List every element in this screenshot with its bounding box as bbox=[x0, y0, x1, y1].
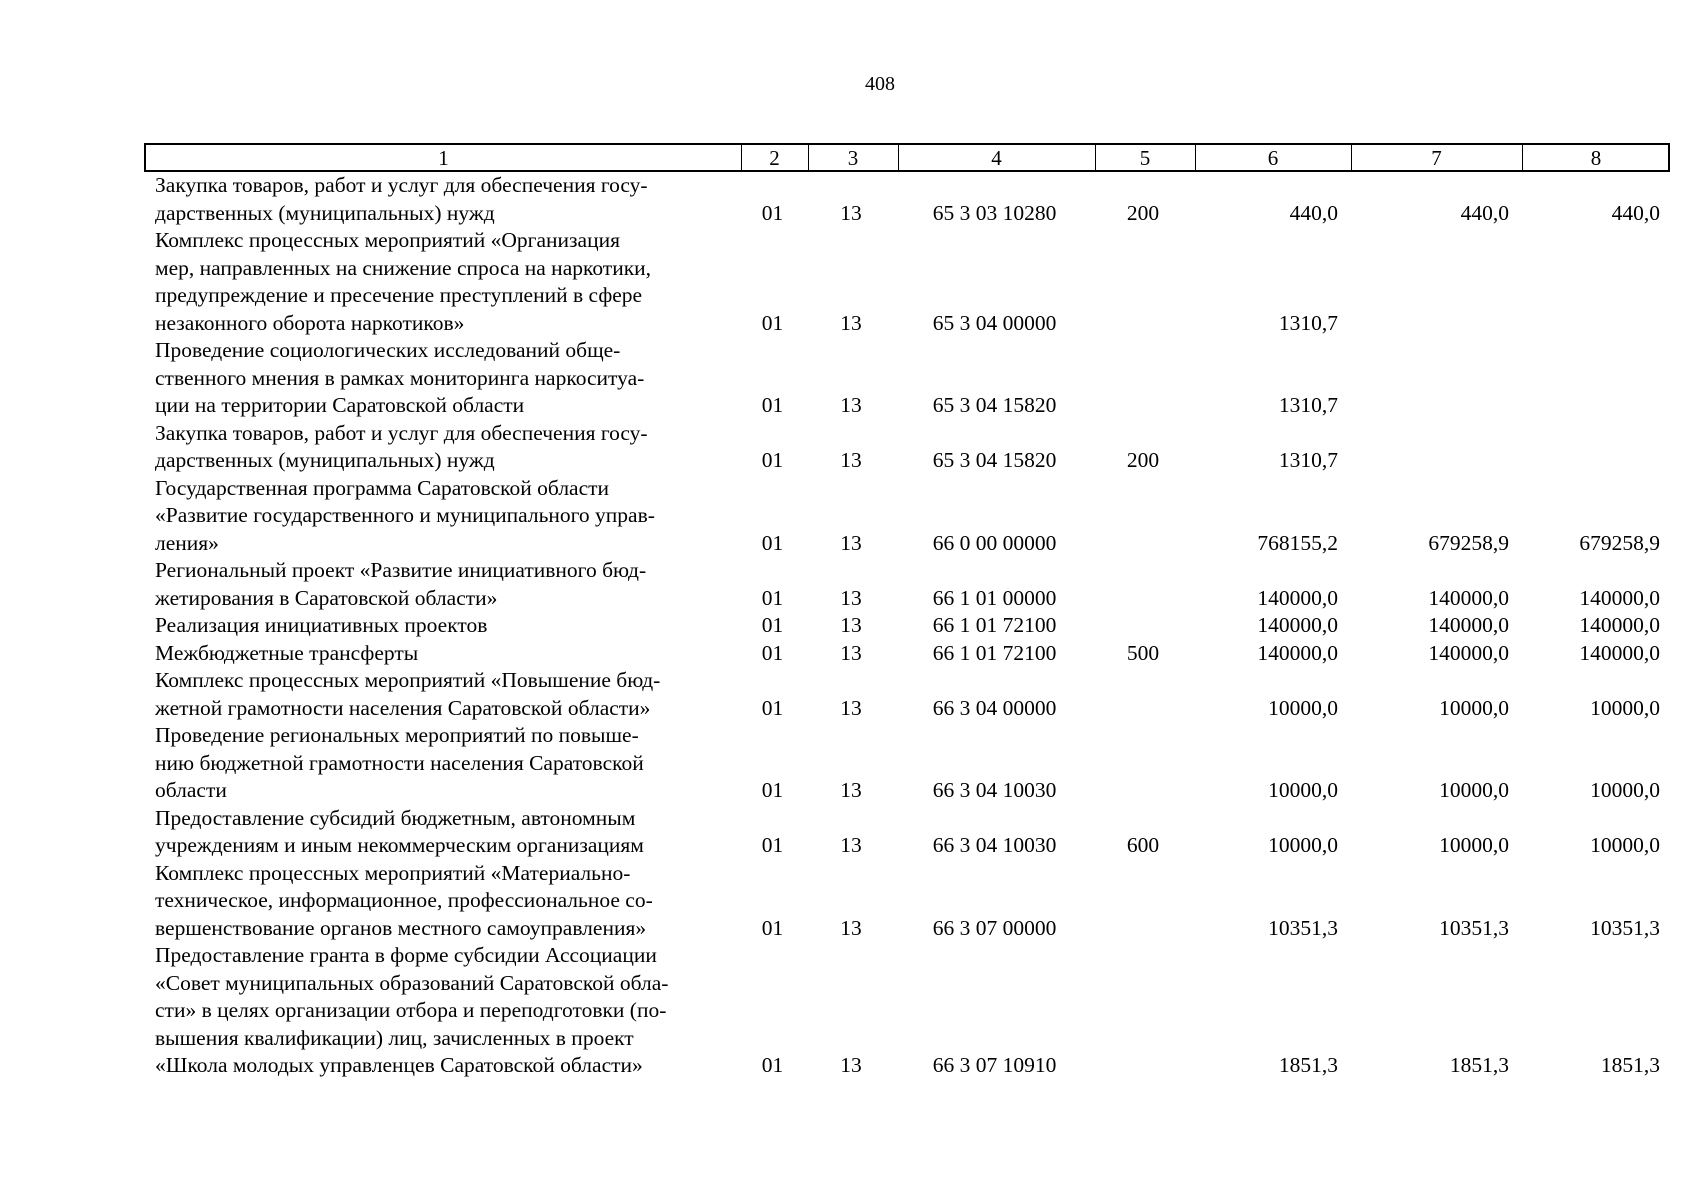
cell-c3: 13 bbox=[840, 833, 862, 857]
row-description: Региональный проект «Развитие инициативного бюд- жетирования в Саратовской области» bbox=[155, 558, 647, 610]
cell-c6: 140000,0 bbox=[1257, 640, 1338, 665]
table-row bbox=[144, 475, 1670, 558]
cell-c4: 65 3 04 00000 bbox=[932, 310, 1057, 335]
table-row bbox=[144, 557, 1670, 612]
row-description: Предоставление субсидий бюджетным, автономным учреждениям и иным некоммерческим организациям bbox=[155, 805, 644, 857]
page-number: 408 bbox=[865, 73, 895, 95]
cell-c7: 10000,0 bbox=[1439, 695, 1509, 720]
cell-c3: 13 bbox=[840, 530, 862, 555]
cell-c8: 679258,9 bbox=[1579, 530, 1660, 555]
cell-c8: 10000,0 bbox=[1590, 833, 1660, 857]
cell-c7: 10000,0 bbox=[1439, 778, 1509, 802]
row-description: Межбюджетные трансферты bbox=[155, 640, 419, 665]
table-row bbox=[144, 227, 1670, 337]
cell-c2: 01 bbox=[761, 778, 784, 802]
cell-c4: 65 3 04 15820 bbox=[932, 393, 1057, 417]
table-header bbox=[144, 143, 1670, 172]
cell-c8: 10000,0 bbox=[1590, 695, 1660, 720]
cell-c4: 66 1 01 72100 bbox=[932, 613, 1057, 637]
cell-c6: 10000,0 bbox=[1268, 833, 1338, 857]
header-col-3: 3 bbox=[847, 146, 859, 170]
table-row bbox=[144, 172, 1670, 227]
cell-c8: 140000,0 bbox=[1579, 613, 1660, 637]
row-description: Комплекс процессных мероприятий «Повышение бюд- жетной грамотности населения Саратовской области» bbox=[155, 668, 661, 720]
cell-c3: 13 bbox=[840, 613, 862, 637]
cell-c3: 13 bbox=[840, 310, 862, 335]
cell-c6: 440,0 bbox=[1289, 200, 1338, 225]
row-description: Государственная программа Саратовской области «Развитие государственного и муниципального управ- ления» bbox=[155, 475, 655, 555]
cell-c2: 01 bbox=[761, 613, 784, 637]
row-description: Реализация инициативных проектов bbox=[155, 613, 488, 637]
cell-c7: 140000,0 bbox=[1428, 640, 1509, 665]
cell-c2: 01 bbox=[761, 695, 784, 720]
row-description: Предоставление гранта в форме субсидии Ассоциации «Совет муниципальных образований Саратовской обла- сти» в целях организации отбора и переподготовки (по- вышения квалификации) лиц, зачисленных в проект «Школа молодых управленцев Саратовской области» bbox=[155, 943, 669, 1077]
table-row bbox=[144, 420, 1670, 475]
cell-c4: 66 1 01 72100 bbox=[932, 640, 1057, 665]
cell-c3: 13 bbox=[840, 585, 862, 610]
row-description: Закупка товаров, работ и услуг для обеспечения госу- дарственных (муниципальных) нужд bbox=[155, 420, 648, 472]
cell-c7: 679258,9 bbox=[1428, 530, 1509, 555]
cell-c8: 440,0 bbox=[1611, 200, 1660, 225]
header-col-6: 6 bbox=[1267, 146, 1279, 170]
cell-c4: 66 3 07 10910 bbox=[932, 1053, 1057, 1077]
cell-c2: 01 bbox=[761, 200, 784, 225]
header-col-7: 7 bbox=[1431, 146, 1442, 170]
cell-c7: 440,0 bbox=[1460, 200, 1509, 225]
cell-c6: 10351,3 bbox=[1268, 915, 1338, 940]
table-row bbox=[144, 860, 1670, 943]
cell-c8: 10351,3 bbox=[1590, 915, 1660, 940]
table-row bbox=[144, 612, 1670, 640]
cell-c3: 13 bbox=[840, 695, 862, 720]
row-description: Комплекс процессных мероприятий «Организация мер, направленных на снижение спроса на наркотики, предупреждение и пресечение преступлений в сфере незаконного оборота наркотиков» bbox=[155, 228, 652, 335]
cell-c6: 1310,7 bbox=[1278, 448, 1338, 472]
cell-c3: 13 bbox=[840, 1053, 862, 1077]
header-col-1: 1 bbox=[438, 146, 449, 170]
cell-c3: 13 bbox=[840, 778, 862, 802]
row-description: Комплекс процессных мероприятий «Материально- техническое, информационное, профессиональное со- вершенствование органов местного самоуправления» bbox=[155, 860, 653, 940]
cell-c2: 01 bbox=[761, 640, 784, 665]
table-body bbox=[144, 172, 1670, 1080]
cell-c7: 140000,0 bbox=[1428, 613, 1509, 637]
header-col-4: 4 bbox=[991, 146, 1002, 170]
cell-c4: 66 3 04 10030 bbox=[932, 833, 1057, 857]
cell-c6: 1851,3 bbox=[1278, 1053, 1338, 1077]
table-row bbox=[144, 805, 1670, 860]
cell-c4: 66 3 07 00000 bbox=[932, 915, 1057, 940]
cell-c2: 01 bbox=[761, 310, 784, 335]
cell-c2: 01 bbox=[761, 1053, 784, 1077]
cell-c4: 65 3 04 15820 bbox=[932, 448, 1057, 472]
header-col-2: 2 bbox=[769, 146, 780, 170]
cell-c4: 66 1 01 00000 bbox=[932, 585, 1057, 610]
cell-c3: 13 bbox=[840, 393, 862, 417]
cell-c4: 66 3 04 00000 bbox=[932, 695, 1057, 720]
cell-c8: 1851,3 bbox=[1600, 1053, 1660, 1077]
cell-c3: 13 bbox=[840, 200, 862, 225]
cell-c6: 1310,7 bbox=[1278, 310, 1338, 335]
cell-c4: 66 0 00 00000 bbox=[932, 530, 1057, 555]
cell-c8: 10000,0 bbox=[1590, 778, 1660, 802]
cell-c6: 768155,2 bbox=[1257, 530, 1338, 555]
cell-c5: 200 bbox=[1126, 200, 1160, 225]
cell-c6: 140000,0 bbox=[1257, 613, 1338, 637]
table-row bbox=[144, 942, 1670, 1080]
table-row bbox=[144, 667, 1670, 722]
row-description: Проведение социологических исследований обще- ственного мнения в рамках мониторинга наркоситуа- ции на территории Саратовской области bbox=[155, 338, 645, 417]
cell-c2: 01 bbox=[761, 915, 784, 940]
cell-c2: 01 bbox=[761, 585, 784, 610]
cell-c2: 01 bbox=[761, 448, 784, 472]
row-description: Закупка товаров, работ и услуг для обеспечения госу- дарственных (муниципальных) нужд bbox=[155, 173, 648, 225]
cell-c5: 600 bbox=[1126, 833, 1160, 857]
cell-c8: 140000,0 bbox=[1579, 640, 1660, 665]
table-row bbox=[144, 640, 1670, 668]
cell-c7: 140000,0 bbox=[1428, 585, 1509, 610]
header-col-8: 8 bbox=[1590, 146, 1602, 170]
cell-c5: 200 bbox=[1126, 448, 1160, 472]
cell-c2: 01 bbox=[761, 530, 784, 555]
cell-c6: 10000,0 bbox=[1268, 778, 1338, 802]
cell-c7: 10000,0 bbox=[1439, 833, 1509, 857]
cell-c2: 01 bbox=[761, 833, 784, 857]
table-row bbox=[144, 337, 1670, 420]
cell-c6: 1310,7 bbox=[1278, 393, 1338, 417]
cell-c4: 66 3 04 10030 bbox=[932, 778, 1057, 802]
cell-c4: 65 3 03 10280 bbox=[932, 200, 1057, 225]
cell-c8: 140000,0 bbox=[1579, 585, 1660, 610]
row-description: Проведение региональных мероприятий по повыше- нию бюджетной грамотности населения Саратовской области bbox=[155, 723, 644, 802]
cell-c3: 13 bbox=[840, 915, 862, 940]
cell-c5: 500 bbox=[1126, 640, 1160, 665]
header-col-5: 5 bbox=[1139, 146, 1151, 170]
cell-c2: 01 bbox=[761, 393, 784, 417]
cell-c3: 13 bbox=[840, 640, 862, 665]
cell-c6: 10000,0 bbox=[1268, 695, 1338, 720]
table-row bbox=[144, 722, 1670, 805]
cell-c7: 10351,3 bbox=[1439, 915, 1509, 940]
cell-c6: 140000,0 bbox=[1257, 585, 1338, 610]
cell-c7: 1851,3 bbox=[1449, 1053, 1509, 1077]
cell-c3: 13 bbox=[840, 448, 862, 472]
